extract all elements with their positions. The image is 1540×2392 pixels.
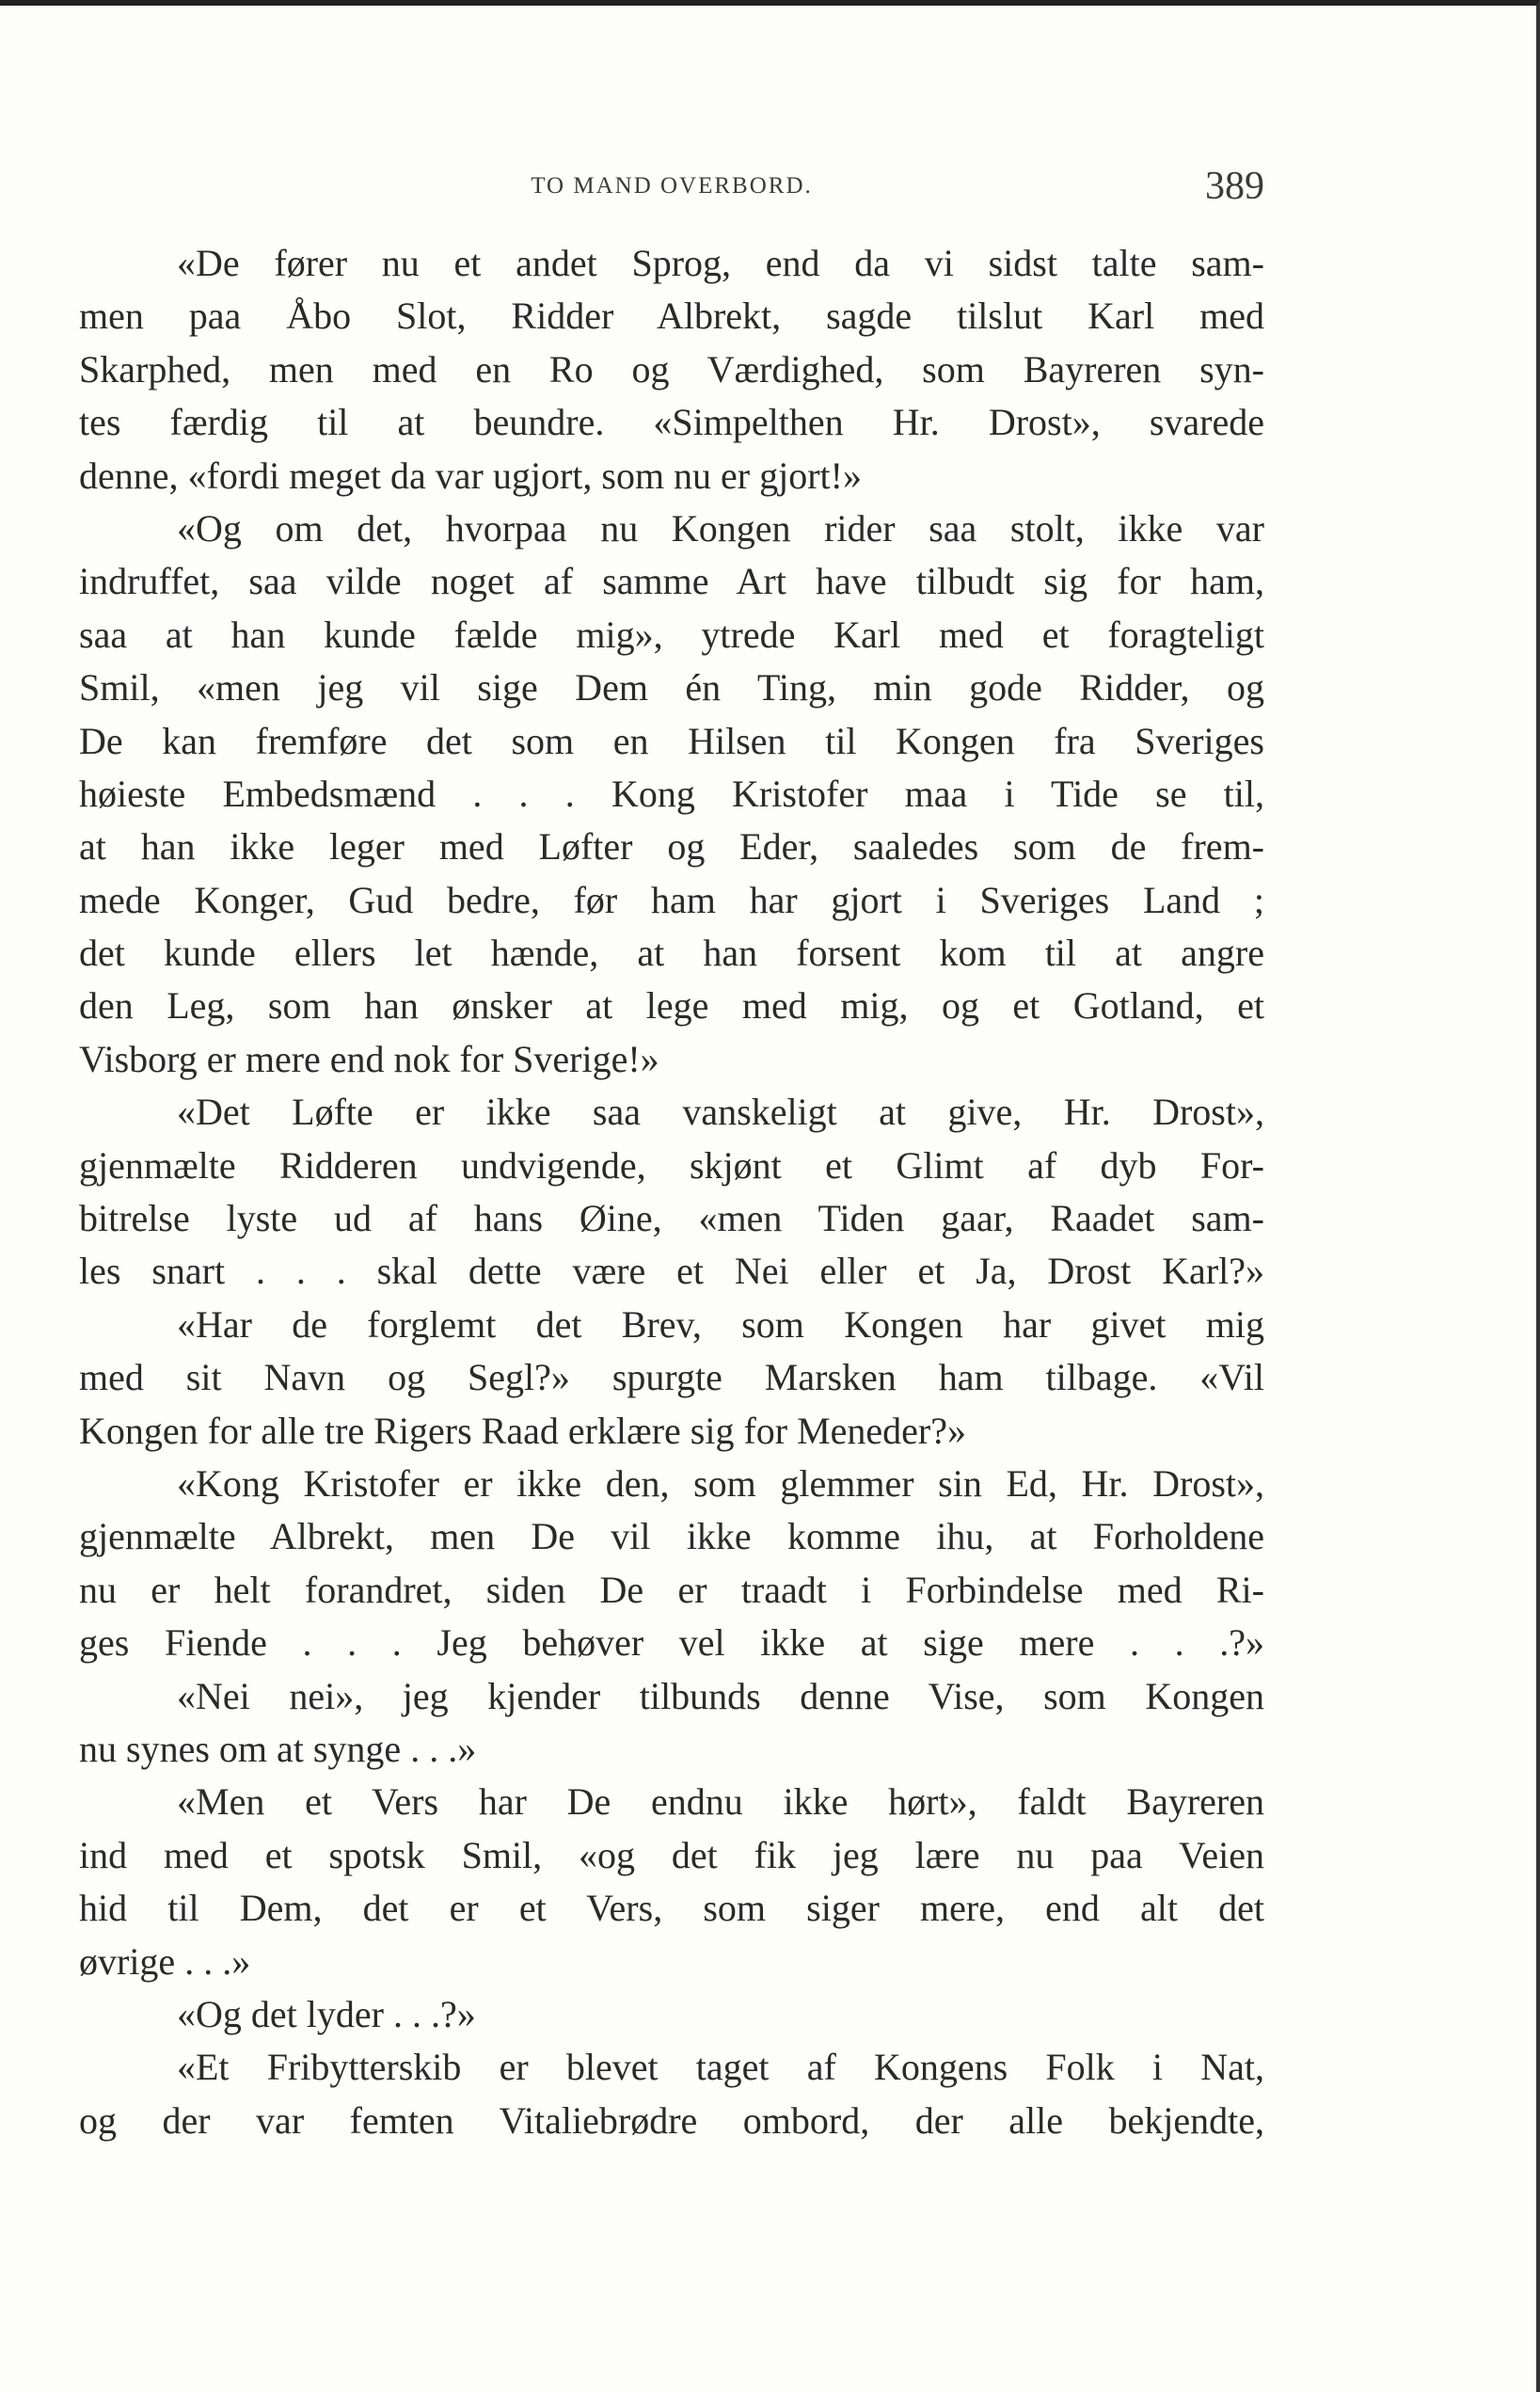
text-line: men paa Åbo Slot, Ridder Albrekt, sagde tilslut Karl med xyxy=(79,295,1264,338)
text-line: ges Fiende . . . Jeg behøver vel ikke at sige mere . . .?» xyxy=(79,1621,1264,1665)
text-line: at han ikke leger med Løfter og Eder, saaledes som de frem- xyxy=(79,825,1264,869)
text-line: bitrelse lyste ud af hans Øine, «men Tiden gaar, Raadet sam- xyxy=(79,1197,1264,1240)
text-line: Smil, «men jeg vil sige Dem én Ting, min gode Ridder, og xyxy=(79,666,1264,710)
text-line: denne, «fordi meget da var ugjort, som nu er gjort!» xyxy=(79,454,862,497)
text-line: indruffet, saa vilde noget af samme Art have tilbudt sig for ham, xyxy=(79,560,1264,603)
text-line: gjenmælte Albrekt, men De vil ikke komme ihu, at Forholdene xyxy=(79,1515,1264,1558)
text-line: med sit Navn og Segl?» spurgte Marsken ham tilbage. «Vil xyxy=(79,1356,1264,1399)
text-line: «Men et Vers har De endnu ikke hørt», faldt Bayreren xyxy=(177,1780,1264,1824)
body-text xyxy=(79,237,1264,2147)
text-line: nu er helt forandret, siden De er traadt i Forbindelse med Ri- xyxy=(79,1568,1264,1611)
text-line: Kongen for alle tre Rigers Raad erklære sig for Meneder?» xyxy=(79,1409,966,1452)
text-line: hid til Dem, det er et Vers, som siger mere, end alt det xyxy=(79,1887,1264,1930)
text-line: nu synes om at synge . . .» xyxy=(79,1727,477,1770)
text-line: «Det Løfte er ikke saa vanskeligt at give, Hr. Drost», xyxy=(177,1091,1264,1134)
text-line: øvrige . . .» xyxy=(79,1939,251,1983)
text-line: «Nei nei», jeg kjender tilbunds denne Vise, som Kongen xyxy=(177,1674,1264,1717)
running-head: TO MAND OVERBORD. xyxy=(531,173,813,199)
text-line: «Og om det, hvorpaa nu Kongen rider saa stolt, ikke var xyxy=(177,506,1264,550)
text-line: «Har de forglemt det Brev, som Kongen har givet mig xyxy=(177,1302,1264,1346)
text-line: høieste Embedsmænd . . . Kong Kristofer maa i Tide se til, xyxy=(79,772,1264,815)
text-line: «De fører nu et andet Sprog, end da vi sidst talte sam- xyxy=(177,242,1264,284)
page-header xyxy=(79,164,1264,220)
text-line: gjenmælte Ridderen undvigende, skjønt et Glimt af dyb For- xyxy=(79,1143,1264,1187)
text-line: det kunde ellers let hænde, at han forsent kom til at angre xyxy=(79,932,1264,975)
text-line: De kan fremføre det som en Hilsen til Kongen fra Sveriges xyxy=(79,719,1264,762)
text-line: ind med et spotsk Smil, «og det fik jeg lære nu paa Veien xyxy=(79,1833,1264,1876)
text-line: tes færdig til at beundre. «Simpelthen Hr. Drost», svarede xyxy=(79,401,1264,444)
text-line: den Leg, som han ønsker at lege med mig, og et Gotland, et xyxy=(79,984,1264,1028)
text-line: Skarphed, men med en Ro og Værdighed, som Bayreren syn- xyxy=(79,347,1264,391)
text-line: Visborg er mere end nok for Sverige!» xyxy=(79,1037,659,1080)
page-number: 389 xyxy=(1205,165,1264,208)
text-line: les snart . . . skal dette være et Nei eller et Ja, Drost Karl?» xyxy=(79,1250,1264,1293)
text-line: «Et Fribytterskib er blevet taget af Kongens Folk i Nat, xyxy=(177,2046,1264,2089)
text-line: og der var femten Vitaliebrødre ombord, der alle bekjendte, xyxy=(79,2098,1264,2142)
text-line: mede Konger, Gud bedre, før ham har gjort i Sveriges Land ; xyxy=(79,878,1264,921)
text-line: «Kong Kristofer er ikke den, som glemmer sin Ed, Hr. Drost», xyxy=(177,1461,1264,1505)
text-line: saa at han kunde fælde mig», ytrede Karl med et foragteligt xyxy=(79,613,1264,656)
text-line: «Og det lyder . . .?» xyxy=(177,1992,476,2035)
